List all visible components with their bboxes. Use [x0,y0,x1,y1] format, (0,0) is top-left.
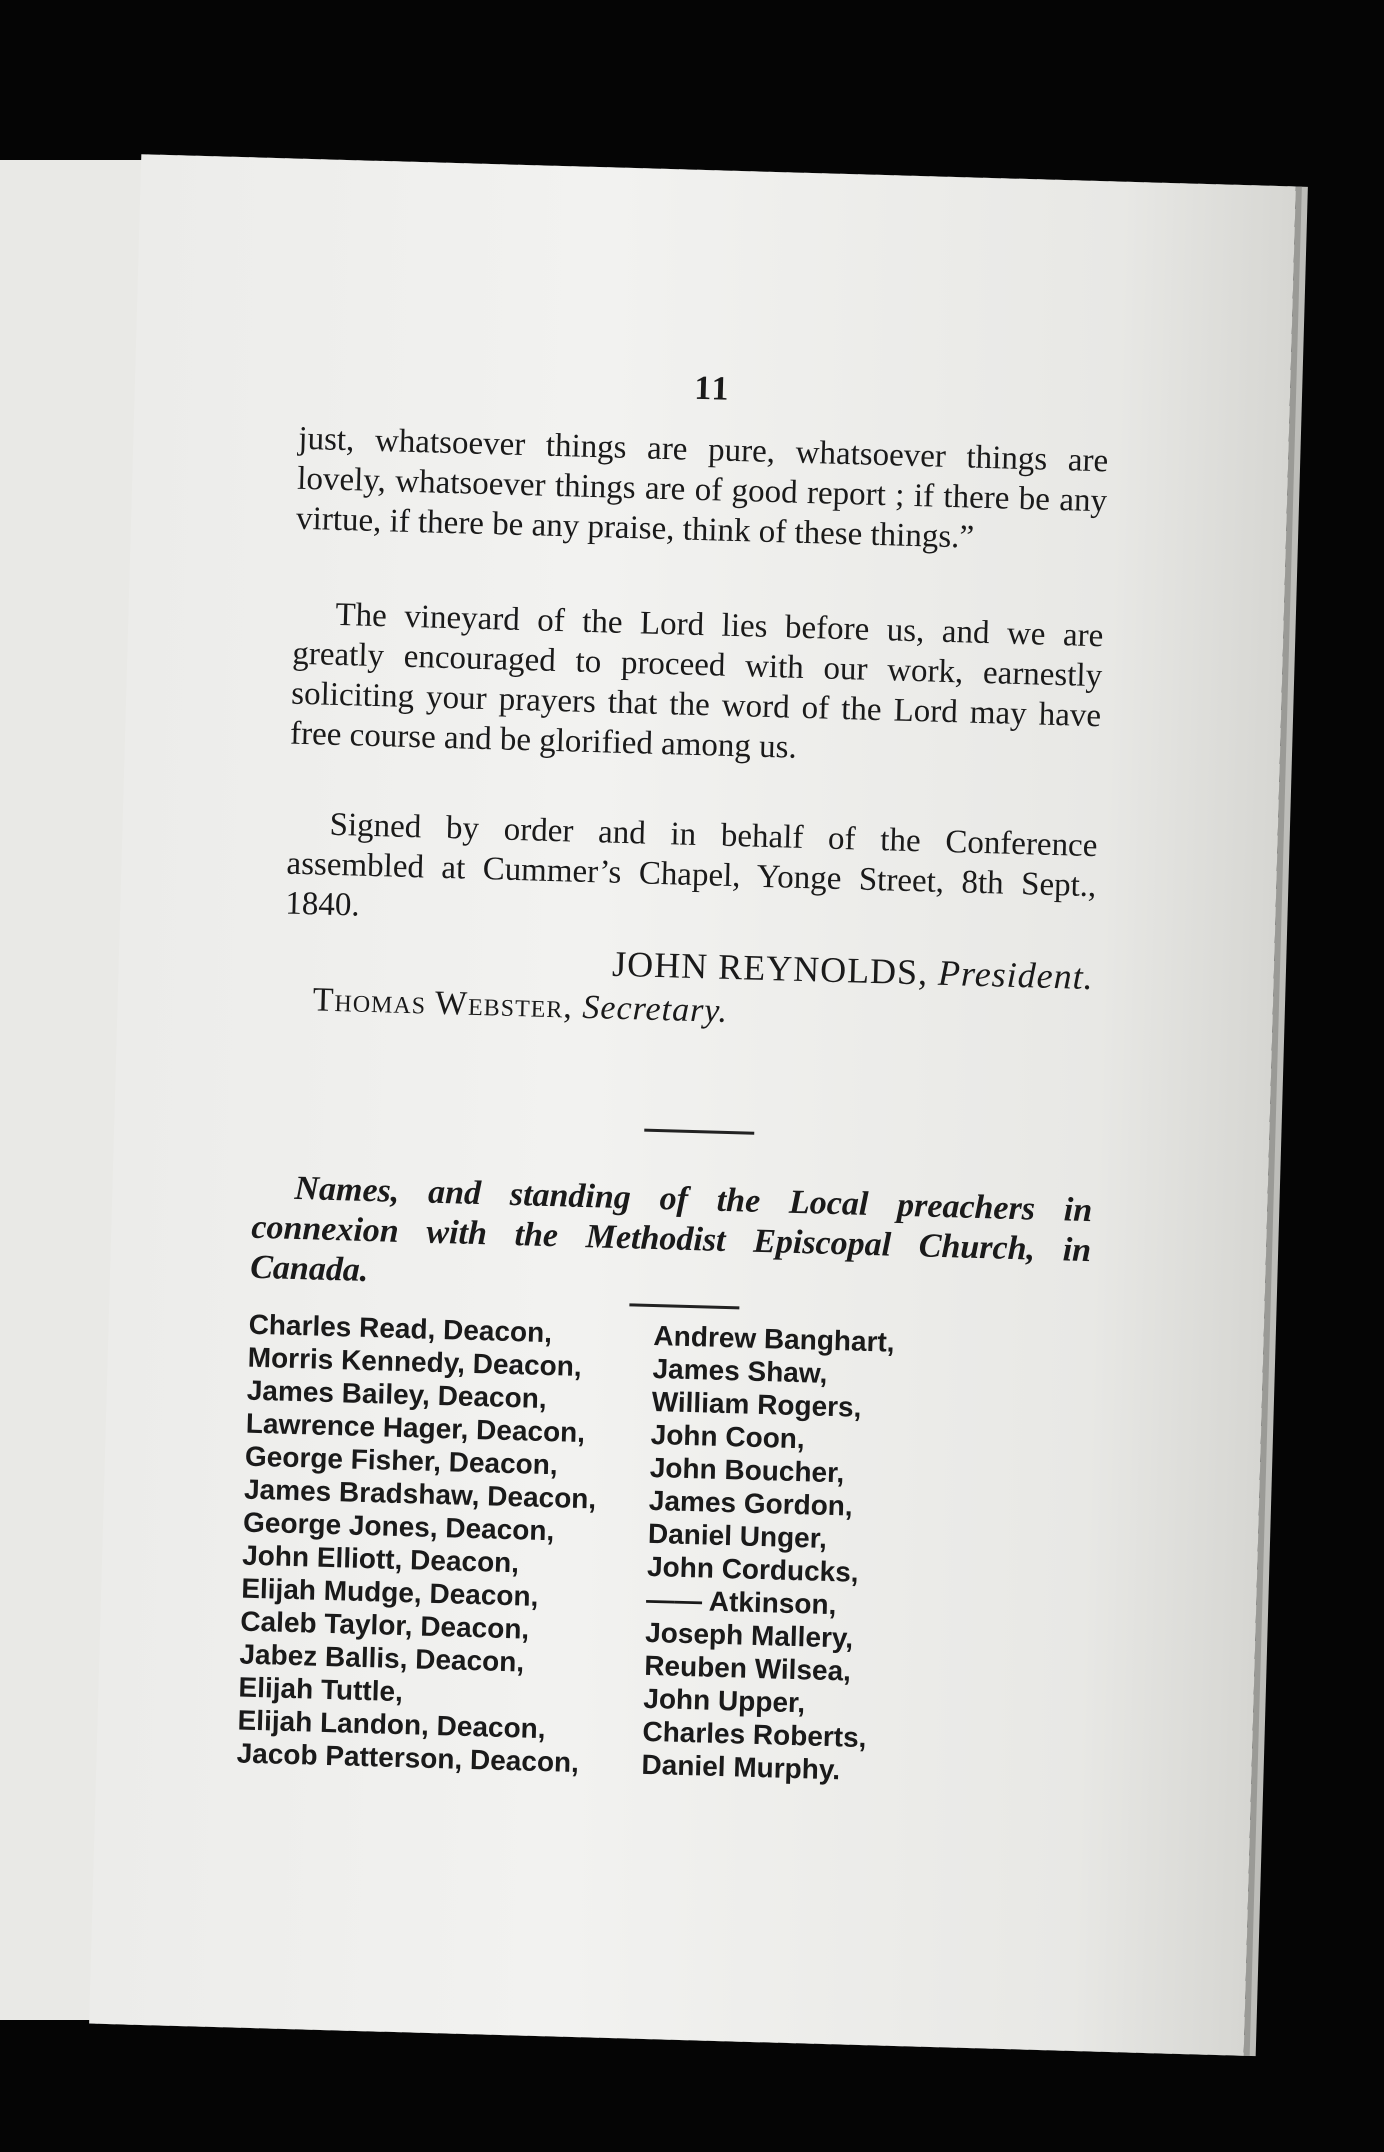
preacher-name: Jabez Ballis, Deacon, [239,1638,525,1678]
preacher-name: John Elliott, Deacon, [241,1539,520,1579]
president-role: President. [937,952,1095,998]
paragraph-signed-by-order: Signed by order and in behalf of the Conference assembled at Cummer’s Chapel, Yonge Street, 8th Sept., 1840. [284,806,1098,924]
section-heading: Names, and standing of the Local preachers in connexion with the Methodist Episcopal Church, in Canada. [249,1169,1093,1290]
paragraph-quote-end: just, whatsoever things are pure, whatsoever things are lovely, whatsoever things are of good report ; if there be any virtue, if there be any praise, think of these things.” [295,420,1109,556]
preacher-name: James Bailey, Deacon, [246,1374,548,1415]
preacher-name: William Rogers, [651,1385,862,1423]
preacher-name: Charles Roberts, [642,1715,867,1754]
preacher-name: Reuben Wilsea, [643,1649,852,1687]
secretary-name: Thomas Webster, [312,981,574,1026]
preacher-name: John Coon, [650,1418,806,1455]
preacher-name: Jacob Patterson, Deacon, [236,1737,580,1779]
names-column-left [236,1308,649,1781]
preacher-name: George Jones, Deacon, [242,1506,555,1547]
preacher-name: Caleb Taylor, Deacon, [239,1605,530,1645]
preacher-name: Elijah Mudge, Deacon, [240,1572,539,1612]
right-page [89,154,1296,2056]
preacher-name: James Gordon, [648,1484,854,1522]
signature-secretary [312,981,728,1031]
preacher-name: Daniel Murphy. [641,1748,841,1786]
preacher-name: George Fisher, Deacon, [244,1440,559,1481]
preacher-name: Daniel Unger, [647,1517,828,1554]
preacher-name: Andrew Banghart, [653,1320,896,1358]
section-divider [644,1129,754,1135]
preacher-name: John Boucher, [649,1451,845,1489]
preacher-name: —— Atkinson, [645,1583,837,1621]
president-name: JOHN REYNOLDS, [611,943,929,993]
preacher-name: Elijah Landon, Deacon, [237,1704,547,1745]
preacher-name: James Bradshaw, Deacon, [243,1473,597,1515]
names-column-right [641,1319,1054,1792]
preacher-name: James Shaw, [652,1352,828,1389]
preacher-name: Lawrence Hager, Deacon, [245,1407,586,1449]
preacher-name: John Upper, [642,1682,806,1719]
preacher-name: Elijah Tuttle, [238,1671,404,1708]
preacher-name: Morris Kennedy, Deacon, [247,1341,583,1383]
page-number: 11 [693,369,732,408]
secretary-role: Secretary. [581,988,729,1030]
heading-divider [629,1303,739,1309]
preacher-name: Joseph Mallery, [644,1616,854,1654]
paragraph-vineyard: The vineyard of the Lord lies before us, and we are greatly encouraged to proceed with our work, earnestly soliciting your prayers that the word of the Lord may have free course and be glorified among us. [289,596,1104,766]
preacher-name: Charles Read, Deacon, [248,1308,553,1349]
preacher-name: John Corducks, [646,1550,860,1588]
